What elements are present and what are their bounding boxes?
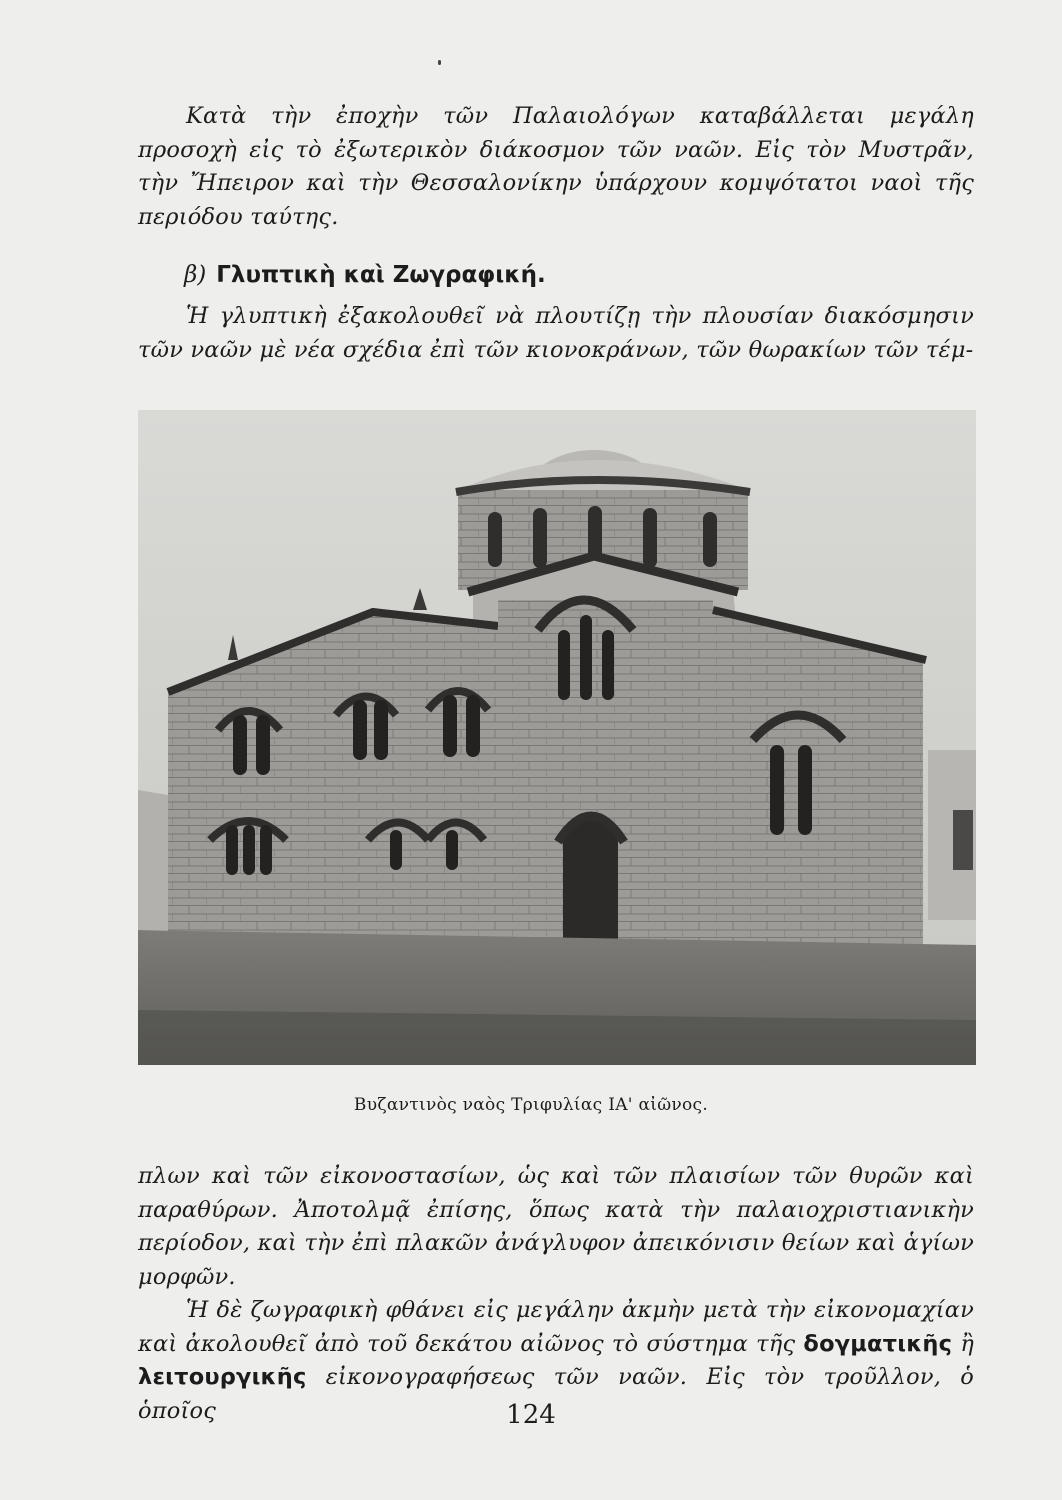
intro-paragraph: Κατὰ τὴν ἐποχὴν τῶν Παλαιολόγων καταβάλλεται μεγάλη προσοχὴ εἰς τὸ ἐξωτερικὸν διάκοσμον τῶν ναῶν. Εἰς τὸν Μυστρᾶν, τὴν Ἤπειρον καὶ τὴν Θεσσαλονίκην ὑπάρχουν κομψότατοι ναοὶ τῆς περιόδου ταύτης.	[138, 103, 974, 230]
body-text-continued	[138, 1160, 974, 1428]
section-title: Γλυπτικὴ καὶ Ζωγραφική.	[216, 262, 546, 288]
figure-caption: Βυζαντινὸς ναὸς Τριφυλίας ΙΑ' αἰῶνος.	[353, 1095, 709, 1115]
liturgical-term: λειτουργικῆς	[138, 1364, 307, 1390]
print-speck	[438, 60, 441, 65]
section-number: β)	[184, 262, 207, 288]
church-photograph	[138, 410, 976, 1065]
dogmatic-term: δογματικῆς	[803, 1330, 953, 1357]
section-heading	[184, 262, 546, 288]
sculpture-paragraph-end: πλων καὶ τῶν εἰκονοστασίων, ὡς καὶ τῶν πλαισίων τῶν θυρῶν καὶ παραθύρων. Ἀποτολμᾷ ἐπίσης, ὅπως κατὰ τὴν παλαιοχριστιανικὴν περίοδον, καὶ τὴν ἐπὶ πλακῶν ἀνάγλυφον ἀπεικόνισιν θείων καὶ ἁγίων μορφῶν.	[138, 1163, 974, 1290]
painting-text-between: ἢ	[960, 1330, 974, 1357]
painting-text-after: εἰκονογραφήσεως τῶν ναῶν. Εἰς τὸν τροῦλλον, ὁ ὁποῖος	[138, 1364, 974, 1424]
painting-text-before: Ἡ δὲ ζωγραφικὴ φθάνει εἰς μεγάλην ἀκμὴν μετὰ τὴν εἰκονομαχίαν καὶ ἀκολουθεῖ ἀπὸ τοῦ δεκάτου αἰῶνος τὸ σύστημα τῆς	[138, 1297, 974, 1357]
sculpture-paragraph-start: Ἡ γλυπτικὴ ἐξακολουθεῖ νὰ πλουτίζῃ τὴν πλουσίαν διακόσμησιν τῶν ναῶν μὲ νέα σχέδια ἐπὶ τῶν κιονοκράνων, τῶν θωρακίων τῶν τέμ-	[138, 303, 974, 363]
church-illustration	[138, 410, 976, 1065]
page-number: 124	[506, 1400, 556, 1430]
